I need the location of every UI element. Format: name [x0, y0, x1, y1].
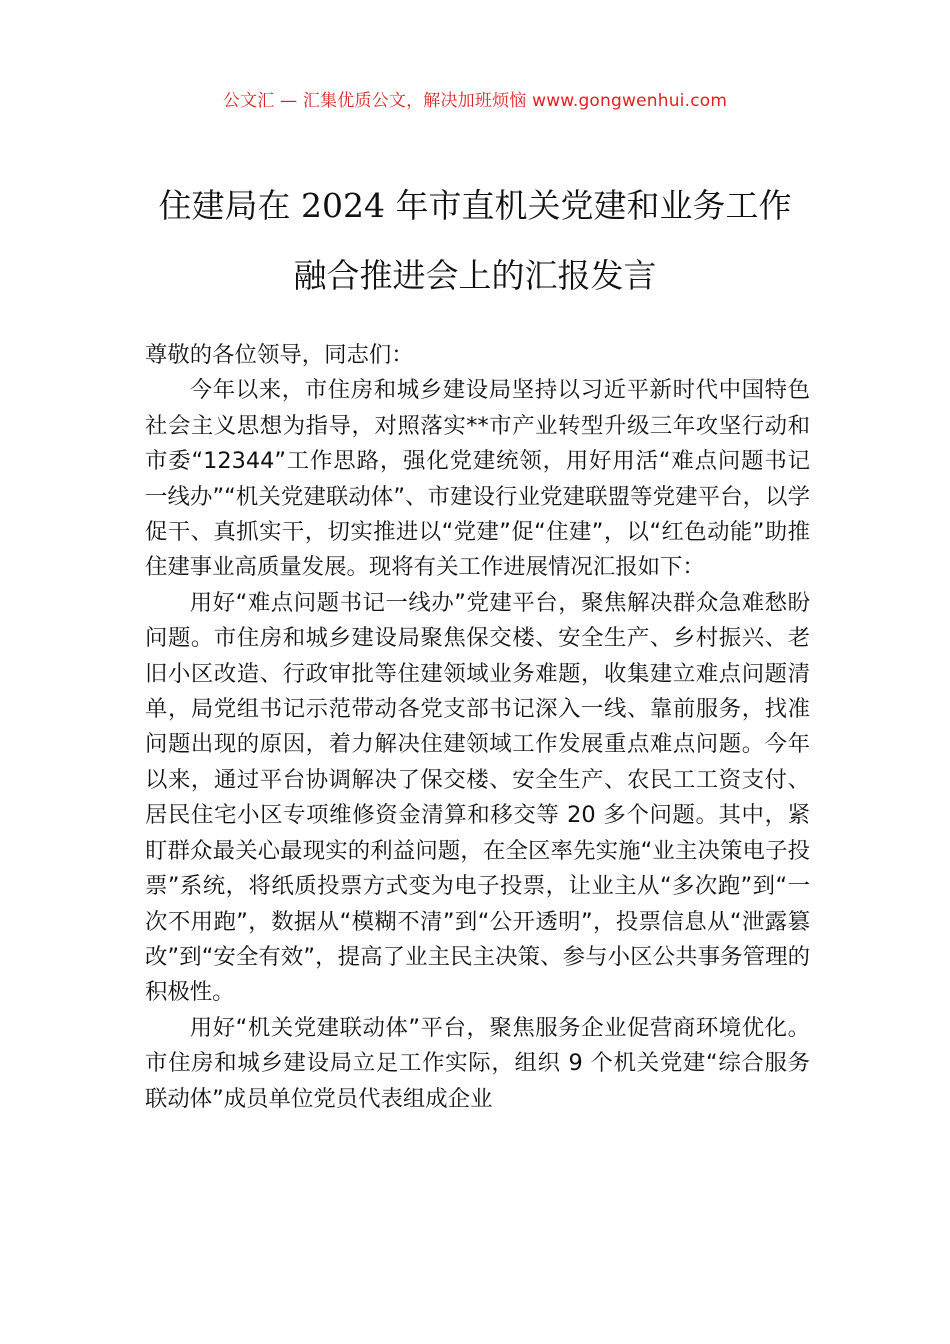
- header-banner: 公文汇 — 汇集优质公文，解决加班烦恼 www.gongwenhui.com: [222, 91, 728, 111]
- paragraph-problem-solving-platform: 用好“难点问题书记一线办”党建平台，聚焦解决群众急难愁盼问题。市住房和城乡建设局聚焦保交楼、安全生产、乡村振兴、老旧小区改造、行政审批等住建领域业务难题，收集建立难点问题清单，局党组书记示范带动各党支部书记深入一线、靠前服务，找准问题出现的原因，着力解决住建领域工作发展重点难点问题。今年以来，通过平台协调解决了保交楼、安全生产、农民工工资支付、居民住宅小区专项维修资金清算和移交等 20 多个问题。其中，紧盯群众最关心最现实的利益问题，在全区率先实施“业主决策电子投票”系统，将纸质投票方式变为电子投票，让业主从“多次跑”到“一次不用跑”，数据从“模糊不清”到“公开透明”，投票信息从“泄露篡改”到“安全有效”，提高了业主民主决策、参与小区公共事务管理的积极性。: [145, 589, 810, 1006]
- document-title-line-1: 住建局在 2024 年市直机关党建和业务工作: [158, 186, 792, 225]
- document-body: [145, 338, 810, 1117]
- document-title-line-2: 融合推进会上的汇报发言: [293, 256, 657, 295]
- paragraph-intro: 今年以来，市住房和城乡建设局坚持以习近平新时代中国特色社会主义思想为指导，对照落实**市产业转型升级三年攻坚行动和市委“12344”工作思路，强化党建统领，用好用活“难点问题书记一线办”“机关党建联动体”、市建设行业党建联盟等党建平台，以学促干、真抓实干，切实推进以“党建”促“住建”，以“红色动能”助推住建事业高质量发展。现将有关工作进展情况汇报如下：: [145, 377, 810, 581]
- paragraph-linkage-platform: 用好“机关党建联动体”平台，聚焦服务企业促营商环境优化。市住房和城乡建设局立足工作实际，组织 9 个机关党建“综合服务联动体”成员单位党员代表组成企业: [145, 1014, 810, 1112]
- salutation: 尊敬的各位领导，同志们：: [145, 342, 414, 368]
